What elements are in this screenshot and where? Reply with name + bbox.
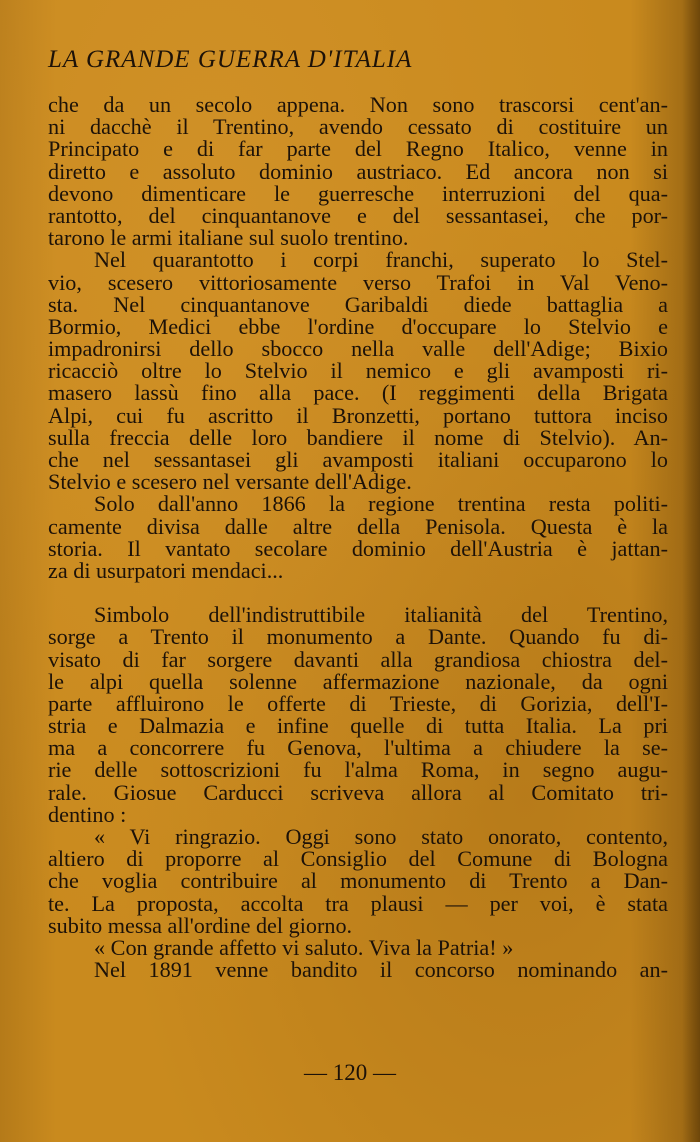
text-line: altiero di proporre al Consiglio del Comune di Bologna [48, 846, 668, 872]
text-line: rale. Giosue Carducci scriveva allora al Comitato tri- [48, 779, 668, 805]
text-line: che voglia contribuire al monumento di Trento a Dan- [48, 868, 668, 894]
text-line: che nel sessantasei gli avamposti italiani occuparono lo [48, 447, 668, 472]
text-line: impadronirsi dello sbocco nella valle dell'Adige; Bixio [48, 336, 668, 362]
text-line: rie delle sottoscrizioni fu l'alma Roma, in segno augu- [48, 757, 668, 783]
text-line: stria e Dalmazia e infine quelle di tutta Italia. La pri [48, 713, 668, 739]
text-line: parte affluirono le offerte di Trieste, di Gorizia, dell'I- [48, 690, 668, 716]
text-line: devono dimenticare le guerresche interruzioni del qua- [48, 180, 668, 206]
text-line: ni dacchè il Trentino, avendo cessato di costituire un [48, 114, 668, 140]
text-line: che da un secolo appena. Non sono trascorsi cent'an- [48, 92, 668, 117]
page-edge-shadow [682, 0, 700, 1142]
page-number: — 120 — [304, 1060, 396, 1085]
text-line: rantotto, del cinquantanove e del sessantasei, che por- [48, 202, 668, 228]
text-line: Simbolo dell'indistruttibile italianità del Trentino, [94, 602, 668, 628]
text-line: « Con grande affetto vi saluto. Viva la Patria! » [94, 934, 514, 960]
text-line: diretto e assoluto dominio austriaco. Ed ancora non si [48, 158, 668, 184]
text-line: Solo dall'anno 1866 la regione trentina resta politi- [94, 491, 668, 517]
text-line: « Vi ringrazio. Oggi sono stato onorato, contento, [94, 824, 668, 849]
text-line: ricacciò oltre lo Stelvio il nemico e gli avamposti ri- [48, 358, 668, 384]
text-line: sulla freccia delle loro bandiere il nome di Stelvio). An- [48, 424, 668, 450]
text-line: za di usurpatori mendaci... [48, 557, 284, 583]
text-line: camente divisa dalle altre della Penisola. Questa è la [48, 513, 668, 539]
text-line: Nel quarantotto i corpi franchi, superato lo Stel- [94, 247, 668, 273]
text-line: le alpi quella solenne affermazione nazionale, da ogni [48, 668, 668, 694]
body-text [48, 94, 668, 981]
text-line: Principato e di far parte del Regno Italico, venne in [48, 136, 668, 162]
paragraph-gap [48, 582, 668, 604]
text-line: vio, scesero vittoriosamente verso Trafoi in Val Veno- [48, 269, 668, 295]
text-line: sta. Nel cinquantanove Garibaldi diede battaglia a [48, 291, 668, 317]
text-line: visato di far sorgere davanti alla grandiosa chiostra del- [48, 646, 668, 672]
text-line: te. La proposta, accolta tra plausi — per voi, è stata [48, 890, 668, 916]
text-line: Bormio, Medici ebbe l'ordine d'occupare lo Stelvio e [48, 313, 668, 339]
text-line: subito messa all'ordine del giorno. [48, 912, 353, 938]
text-line: tarono le armi italiane sul suolo trentino. [48, 225, 409, 251]
running-head: LA GRANDE GUERRA D'ITALIA [48, 46, 413, 73]
text-line: Stelvio e scesero nel versante dell'Adige. [48, 469, 412, 495]
text-line: ma a concorrere fu Genova, l'ultima a chiudere la se- [48, 735, 668, 761]
text-line: Alpi, cui fu ascritto il Bronzetti, portano tuttora inciso [48, 402, 668, 428]
text-line: Nel 1891 venne bandito il concorso nominando an- [94, 957, 668, 983]
text-line: dentino : [48, 801, 127, 827]
text-line: masero lassù fino alla pace. (I reggimenti della Brigata [48, 380, 668, 406]
text-line: storia. Il vantato secolare dominio dell'Austria è jattan- [48, 535, 668, 561]
text-line: sorge a Trento il monumento a Dante. Quando fu di- [48, 624, 668, 650]
